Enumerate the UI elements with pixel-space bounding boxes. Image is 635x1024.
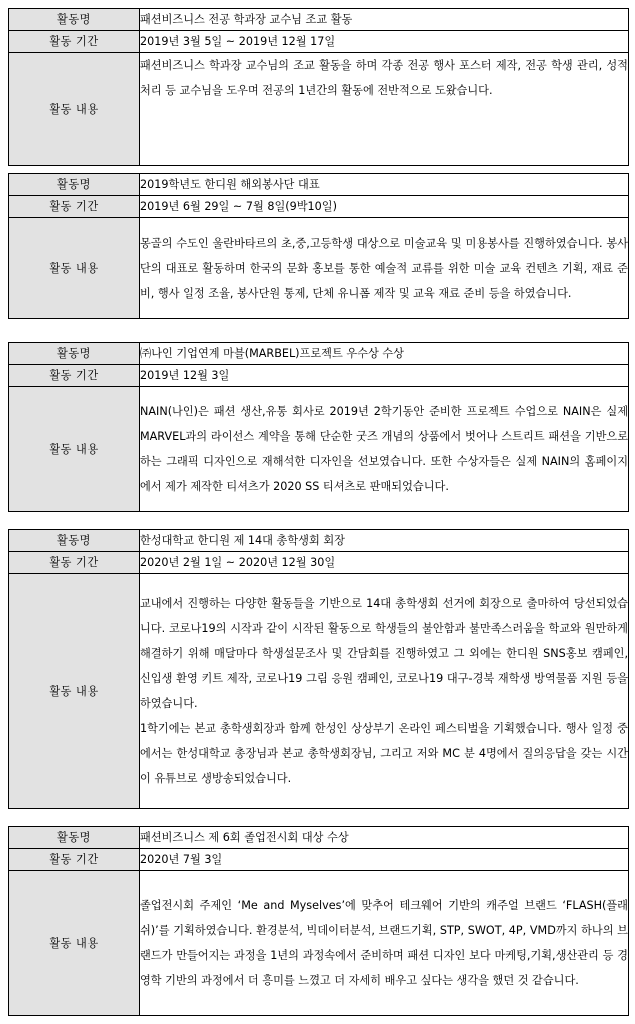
activity-content-row (9, 871, 629, 1016)
activity-content-label: 활동 내용 (9, 871, 140, 1016)
activity-content-row (9, 218, 629, 319)
activity-name-row (9, 174, 629, 196)
activity-table-5 (8, 826, 629, 1016)
activity-period-label: 활동 기간 (9, 365, 140, 387)
activity-period-row (9, 196, 629, 218)
activity-content-label: 활동 내용 (9, 574, 140, 809)
activity-content-label: 활동 내용 (9, 218, 140, 319)
activity-content-paragraph: 몽골의 수도인 울란바타르의 초,중,고등학생 대상으로 미술교육 및 미용봉사를 진행하였습니다. 봉사단의 대표로 활동하며 한국의 문화 홍보를 통한 예술적 교류를 위한 미술 교육 컨텐츠 기획, 재료 준비, 행사 일정 조율, 봉사단원 통제, 단체 유니폼 제작 및 교육 재료 준비 등을 하였습니다. (140, 236, 628, 300)
activity-period: 2019년 12월 3일 (140, 365, 629, 387)
activity-name: 패션비즈니스 전공 학과장 교수님 조교 활동 (140, 9, 629, 31)
activity-period: 2020년 7월 3일 (140, 849, 629, 871)
activity-content (140, 871, 629, 1016)
activity-content (140, 387, 629, 512)
activity-period-row (9, 849, 629, 871)
activity-name: ㈜나인 기업연계 마블(MARBEL)프로젝트 우수상 수상 (140, 343, 629, 365)
activity-period-row (9, 365, 629, 387)
activity-name-label: 활동명 (9, 530, 140, 552)
activity-period-label: 활동 기간 (9, 849, 140, 871)
activity-name-row (9, 343, 629, 365)
activity-content-row (9, 53, 629, 166)
activity-period-label: 활동 기간 (9, 196, 140, 218)
activity-content-paragraph: 1학기에는 본교 총학생회장과 함께 한성인 상상부기 온라인 페스티벌을 기획했습니다. 행사 일정 중에서는 한성대학교 총장님과 본교 총학생회장님, 그리고 저와 MC 분 4명에서 질의응답을 갖는 시간이 유튜브로 생방송되었습니다. (140, 722, 628, 785)
activity-content-label: 활동 내용 (9, 53, 140, 166)
activity-table-3 (8, 342, 629, 512)
activity-content-paragraph: 교내에서 진행하는 다양한 활동들을 기반으로 14대 총학생회 선거에 회장으로 출마하여 당선되었습니다. 코로나19의 시작과 같이 시작된 활동으로 학생들의 불안함과 불만족스러움을 학교와 원만하게 해결하기 위해 매달마다 학생설문조사 및 간담회를 진행하였고 그 외에는 한디원 SNS홍보 캠페인, 신입생 환영 키트 제작, 코로나19 그림 응원 캠페인, 코로나19 대구-경북 재학생 방역물품 지원 등을 하였습니다. (140, 597, 628, 710)
activity-name: 한성대학교 한디원 제 14대 총학생회 회장 (140, 530, 629, 552)
activity-period: 2019년 3월 5일 ~ 2019년 12월 17일 (140, 31, 629, 53)
activity-period: 2019년 6월 29일 ~ 7월 8일(9박10일) (140, 196, 629, 218)
activity-content (140, 574, 629, 809)
activity-content-label: 활동 내용 (9, 387, 140, 512)
activity-name: 2019학년도 한디원 해외봉사단 대표 (140, 174, 629, 196)
activity-table-2 (8, 173, 629, 319)
activity-name-label: 활동명 (9, 343, 140, 365)
activity-table-1 (8, 8, 629, 166)
activity-name-label: 활동명 (9, 827, 140, 849)
activity-name: 패션비즈니스 제 6회 졸업전시회 대상 수상 (140, 827, 629, 849)
activity-period-row (9, 552, 629, 574)
activity-content-paragraph: 패션비즈니스 학과장 교수님의 조교 활동을 하며 각종 전공 행사 포스터 제작, 전공 학생 관리, 성적 처리 등 교수님을 도우며 전공의 1년간의 활동에 전반적으로 도왔습니다. (140, 59, 628, 97)
activity-content-row (9, 574, 629, 809)
activity-name-label: 활동명 (9, 9, 140, 31)
activity-name-row (9, 530, 629, 552)
activity-content-paragraph: 졸업전시회 주제인 ‘Me and Myselves’에 맞추어 테크웨어 기반의 캐주얼 브랜드 ‘FLASH(플래쉬)’를 기획하였습니다. 환경분석, 빅데이터분석, 브랜드기획, STP, SWOT, 4P, VMD까지 하나의 브랜드가 만들어지는 과정을 1년의 과정속에서 준비하며 패션 디자인 보다 마케팅,기획,생산관리 등 경영학 기반의 과정에서 더 흥미를 느꼈고 더 자세히 배우고 싶다는 생각을 했던 것 같습니다. (140, 899, 628, 987)
activity-content (140, 53, 629, 166)
activity-period-row (9, 31, 629, 53)
activity-content-row (9, 387, 629, 512)
activity-name-row (9, 9, 629, 31)
activity-name-row (9, 827, 629, 849)
activity-period-label: 활동 기간 (9, 552, 140, 574)
activity-content (140, 218, 629, 319)
activity-table-4 (8, 529, 629, 809)
activity-content-paragraph: NAIN(나인)은 패션 생산,유통 회사로 2019년 2학기동안 준비한 프로젝트 수업으로 NAIN은 실제 MARVEL과의 라이선스 계약을 통해 단순한 굿즈 개념의 상품에서 벗어나 스트리트 패션을 기반으로 하는 그래픽 디자인으로 재해석한 디자인을 선보였습니다. 또한 수상자들은 실제 NAIN의 홈페이지에서 제가 제작한 티셔츠가 2020 SS 티셔츠로 판매되었습니다. (140, 405, 628, 493)
activity-name-label: 활동명 (9, 174, 140, 196)
activity-period: 2020년 2월 1일 ~ 2020년 12월 30일 (140, 552, 629, 574)
activity-period-label: 활동 기간 (9, 31, 140, 53)
